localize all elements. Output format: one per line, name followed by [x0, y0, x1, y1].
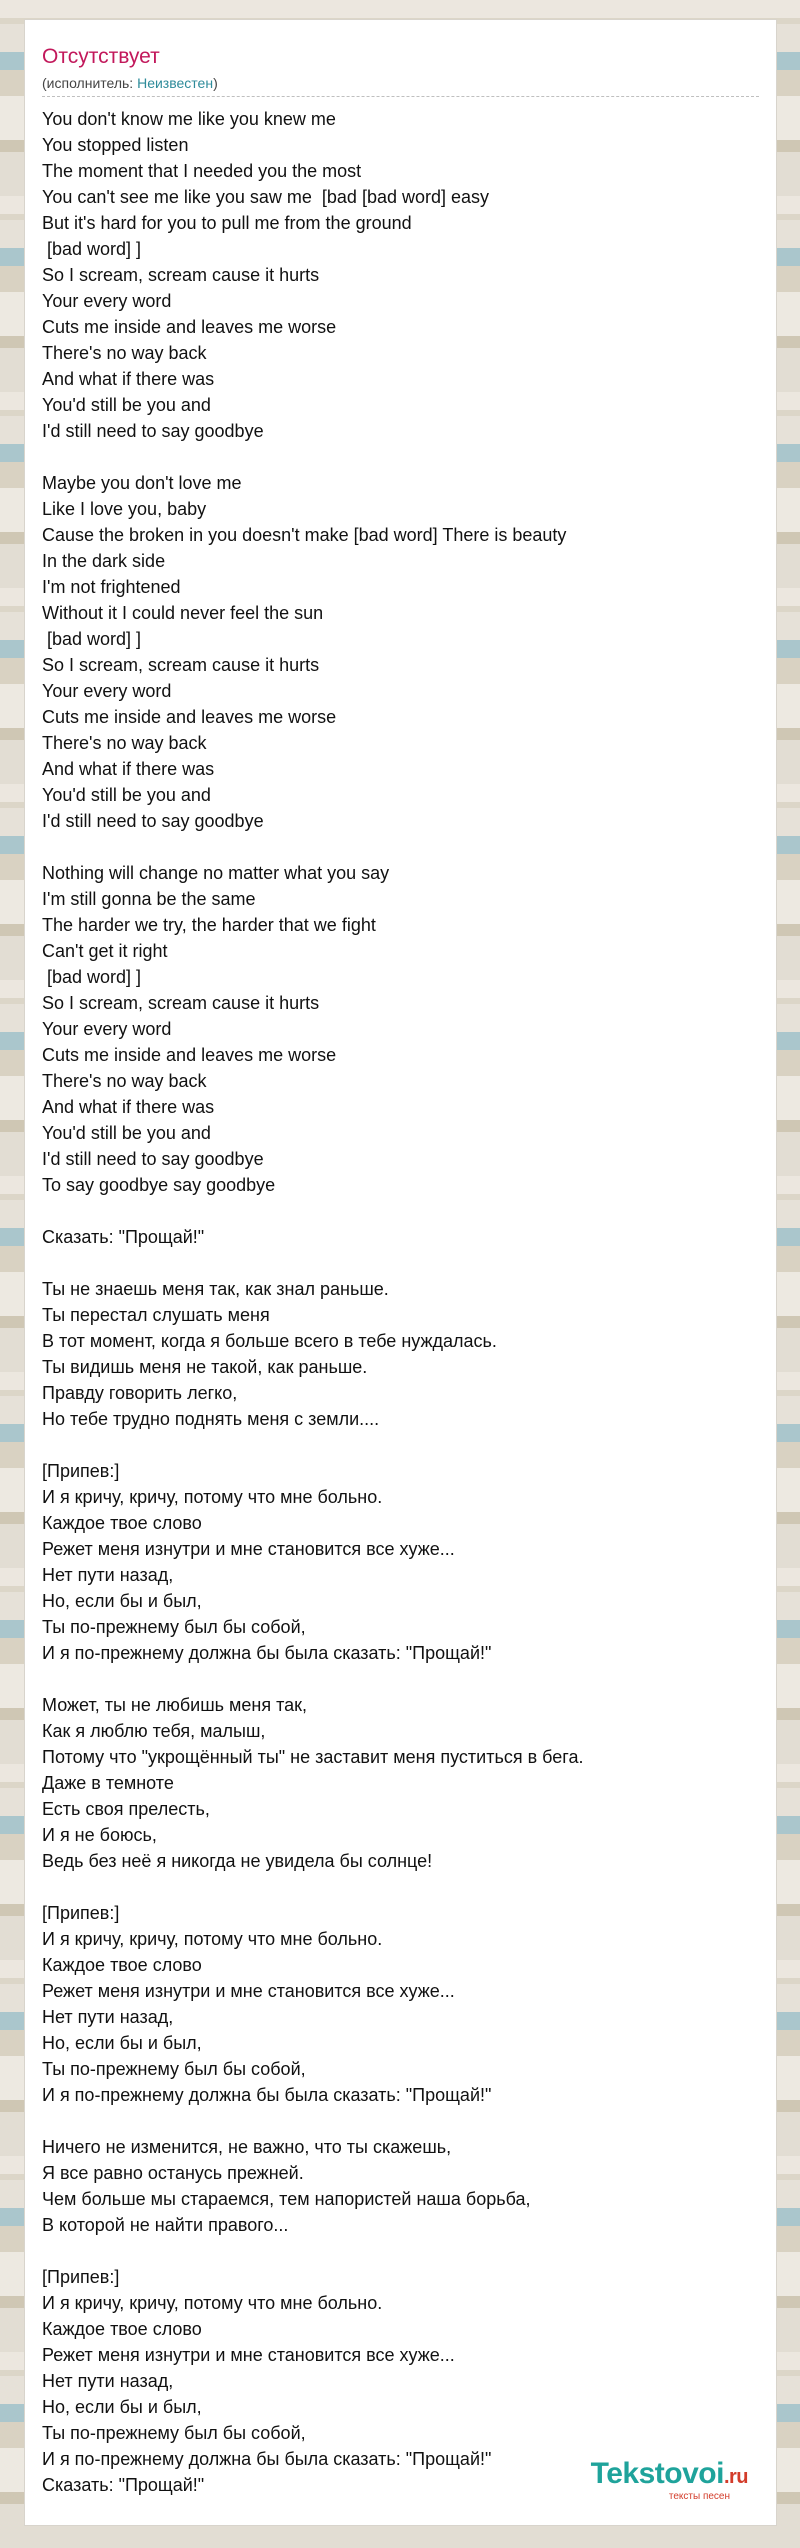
lyric-line: Сказать: "Прощай!" — [42, 1227, 205, 1247]
lyric-line: You'd still be you and — [42, 1123, 211, 1143]
logo-main-text: Tekstovoi — [590, 2457, 724, 2490]
lyric-line: I'd still need to say goodbye — [42, 421, 264, 441]
lyric-line: Ты по-прежнему был бы собой, — [42, 2423, 306, 2443]
lyric-line: I'm not frightened — [42, 577, 181, 597]
lyric-line: Your every word — [42, 681, 172, 701]
lyric-line: I'm still gonna be the same — [42, 889, 256, 909]
lyric-line: Нет пути назад, — [42, 2007, 174, 2027]
lyric-line: И я по-прежнему должна бы была сказать: "Прощай!" — [42, 2085, 492, 2105]
lyric-line: Каждое твое слово — [42, 1513, 202, 1533]
lyric-line: Сказать: "Прощай!" — [42, 2475, 205, 2495]
lyric-line: Cuts me inside and leaves me worse — [42, 707, 337, 727]
lyric-line: Cuts me inside and leaves me worse — [42, 317, 337, 337]
lyric-line: [Припев:] — [42, 1903, 120, 1923]
lyric-line: И я кричу, кричу, потому что мне больно. — [42, 1929, 383, 1949]
lyric-line — [42, 1250, 742, 1276]
lyric-line: И я по-прежнему должна бы была сказать: "Прощай!" — [42, 1643, 492, 1663]
lyric-line: [Припев:] — [42, 2267, 120, 2287]
lyric-line: So I scream, scream cause it hurts — [42, 993, 320, 1013]
lyric-line: You don't know me like you knew me — [42, 109, 336, 129]
lyrics-card — [25, 20, 776, 2525]
lyric-line: And what if there was — [42, 369, 215, 389]
lyric-line: Есть своя прелесть, — [42, 1799, 210, 1819]
lyric-line: Каждое твое слово — [42, 1955, 202, 1975]
lyric-line: The moment that I needed you the most — [42, 161, 362, 181]
lyric-line: There's no way back — [42, 733, 207, 753]
lyric-line: You stopped listen — [42, 135, 189, 155]
lyric-line: Я все равно останусь прежней. — [42, 2163, 304, 2183]
lyric-line: You'd still be you and — [42, 395, 211, 415]
lyric-line: Режет меня изнутри и мне становится все хуже... — [42, 2345, 455, 2365]
lyric-line: Может, ты не любишь меня так, — [42, 1695, 308, 1715]
lyric-line: Maybe you don't love me — [42, 473, 242, 493]
lyric-line: И я кричу, кричу, потому что мне больно. — [42, 2293, 383, 2313]
lyric-line: Правду говорить легко, — [42, 1383, 238, 1403]
lyric-line: Ты видишь меня не такой, как раньше. — [42, 1357, 368, 1377]
lyrics-text — [42, 106, 742, 2498]
lyric-line: Ничего не изменится, не важно, что ты скажешь, — [42, 2137, 452, 2157]
lyric-line: Но тебе трудно поднять меня с земли.... — [42, 1409, 380, 1429]
artist-suffix: ) — [213, 75, 218, 91]
lyric-line: Ты не знаешь меня так, как знал раньше. — [42, 1279, 389, 1299]
lyric-line: Как я люблю тебя, малыш, — [42, 1721, 266, 1741]
lyric-line: Даже в темноте — [42, 1773, 174, 1793]
lyric-line — [42, 834, 742, 860]
lyric-line: So I scream, scream cause it hurts — [42, 655, 320, 675]
lyric-line: And what if there was — [42, 759, 215, 779]
lyric-line — [42, 1874, 742, 1900]
lyric-line: В которой не найти правого... — [42, 2215, 289, 2235]
lyric-line: Ты перестал слушать меня — [42, 1305, 270, 1325]
logo-domain: .ru — [723, 2466, 748, 2488]
lyric-line — [42, 444, 742, 470]
lyric-line: Но, если бы и был, — [42, 1591, 202, 1611]
lyric-line: Nothing will change no matter what you say — [42, 863, 390, 883]
lyric-line: In the dark side — [42, 551, 166, 571]
lyric-line: [bad word] ] — [42, 629, 142, 649]
lyric-line: You can't see me like you saw me [bad [bad word] easy — [42, 187, 490, 207]
lyric-line: Your every word — [42, 1019, 172, 1039]
lyric-line: Режет меня изнутри и мне становится все хуже... — [42, 1539, 455, 1559]
lyric-line: Your every word — [42, 291, 172, 311]
lyric-line: И я кричу, кричу, потому что мне больно. — [42, 1487, 383, 1507]
lyric-line: Ты по-прежнему был бы собой, — [42, 2059, 306, 2079]
artist-prefix: (исполнитель: — [42, 75, 138, 91]
song-title: Отсутствует — [42, 45, 160, 68]
lyric-line: Но, если бы и был, — [42, 2397, 202, 2417]
lyric-line: Чем больше мы стараемся, тем напористей наша борьба, — [42, 2189, 531, 2209]
site-logo[interactable] — [591, 2458, 748, 2503]
lyric-line: Cuts me inside and leaves me worse — [42, 1045, 337, 1065]
lyric-line: И я не боюсь, — [42, 1825, 157, 1845]
lyric-line: And what if there was — [42, 1097, 215, 1117]
lyric-line: But it's hard for you to pull me from the ground — [42, 213, 412, 233]
lyric-line: The harder we try, the harder that we fight — [42, 915, 376, 935]
artist-line — [42, 74, 218, 92]
lyric-line: Каждое твое слово — [42, 2319, 202, 2339]
lyric-line: You'd still be you and — [42, 785, 211, 805]
lyric-line — [42, 2108, 742, 2134]
lyric-line — [42, 2238, 742, 2264]
lyric-line: Режет меня изнутри и мне становится все хуже... — [42, 1981, 455, 2001]
lyric-line — [42, 1666, 742, 1692]
lyric-line: There's no way back — [42, 343, 207, 363]
lyric-line: Ведь без неё я никогда не увидела бы солнце! — [42, 1851, 433, 1871]
artist-link[interactable]: Неизвестен — [137, 75, 214, 91]
lyric-line: There's no way back — [42, 1071, 207, 1091]
lyric-line: Can't get it right — [42, 941, 168, 961]
lyric-line: И я по-прежнему должна бы была сказать: "Прощай!" — [42, 2449, 492, 2469]
lyric-line: [bad word] ] — [42, 967, 142, 987]
lyric-line: I'd still need to say goodbye — [42, 811, 264, 831]
lyric-line: So I scream, scream cause it hurts — [42, 265, 320, 285]
song-header — [42, 44, 759, 97]
lyric-line: Like I love you, baby — [42, 499, 207, 519]
logo-subtitle: тексты песен — [668, 2491, 730, 2502]
lyric-line: В тот момент, когда я больше всего в тебе нуждалась. — [42, 1331, 497, 1351]
lyric-line — [42, 1198, 742, 1224]
lyric-line: Но, если бы и был, — [42, 2033, 202, 2053]
lyric-line — [42, 1432, 742, 1458]
lyric-line: To say goodbye say goodbye — [42, 1175, 276, 1195]
lyric-line: Cause the broken in you doesn't make [bad word] There is beauty — [42, 525, 567, 545]
lyric-line: [Припев:] — [42, 1461, 120, 1481]
lyric-line: I'd still need to say goodbye — [42, 1149, 264, 1169]
lyric-line: Ты по-прежнему был бы собой, — [42, 1617, 306, 1637]
lyric-line: [bad word] ] — [42, 239, 142, 259]
lyric-line: Нет пути назад, — [42, 1565, 174, 1585]
lyric-line: Потому что "укрощённый ты" не заставит меня пуститься в бега. — [42, 1747, 584, 1767]
lyric-line: Without it I could never feel the sun — [42, 603, 324, 623]
lyric-line: Нет пути назад, — [42, 2371, 174, 2391]
